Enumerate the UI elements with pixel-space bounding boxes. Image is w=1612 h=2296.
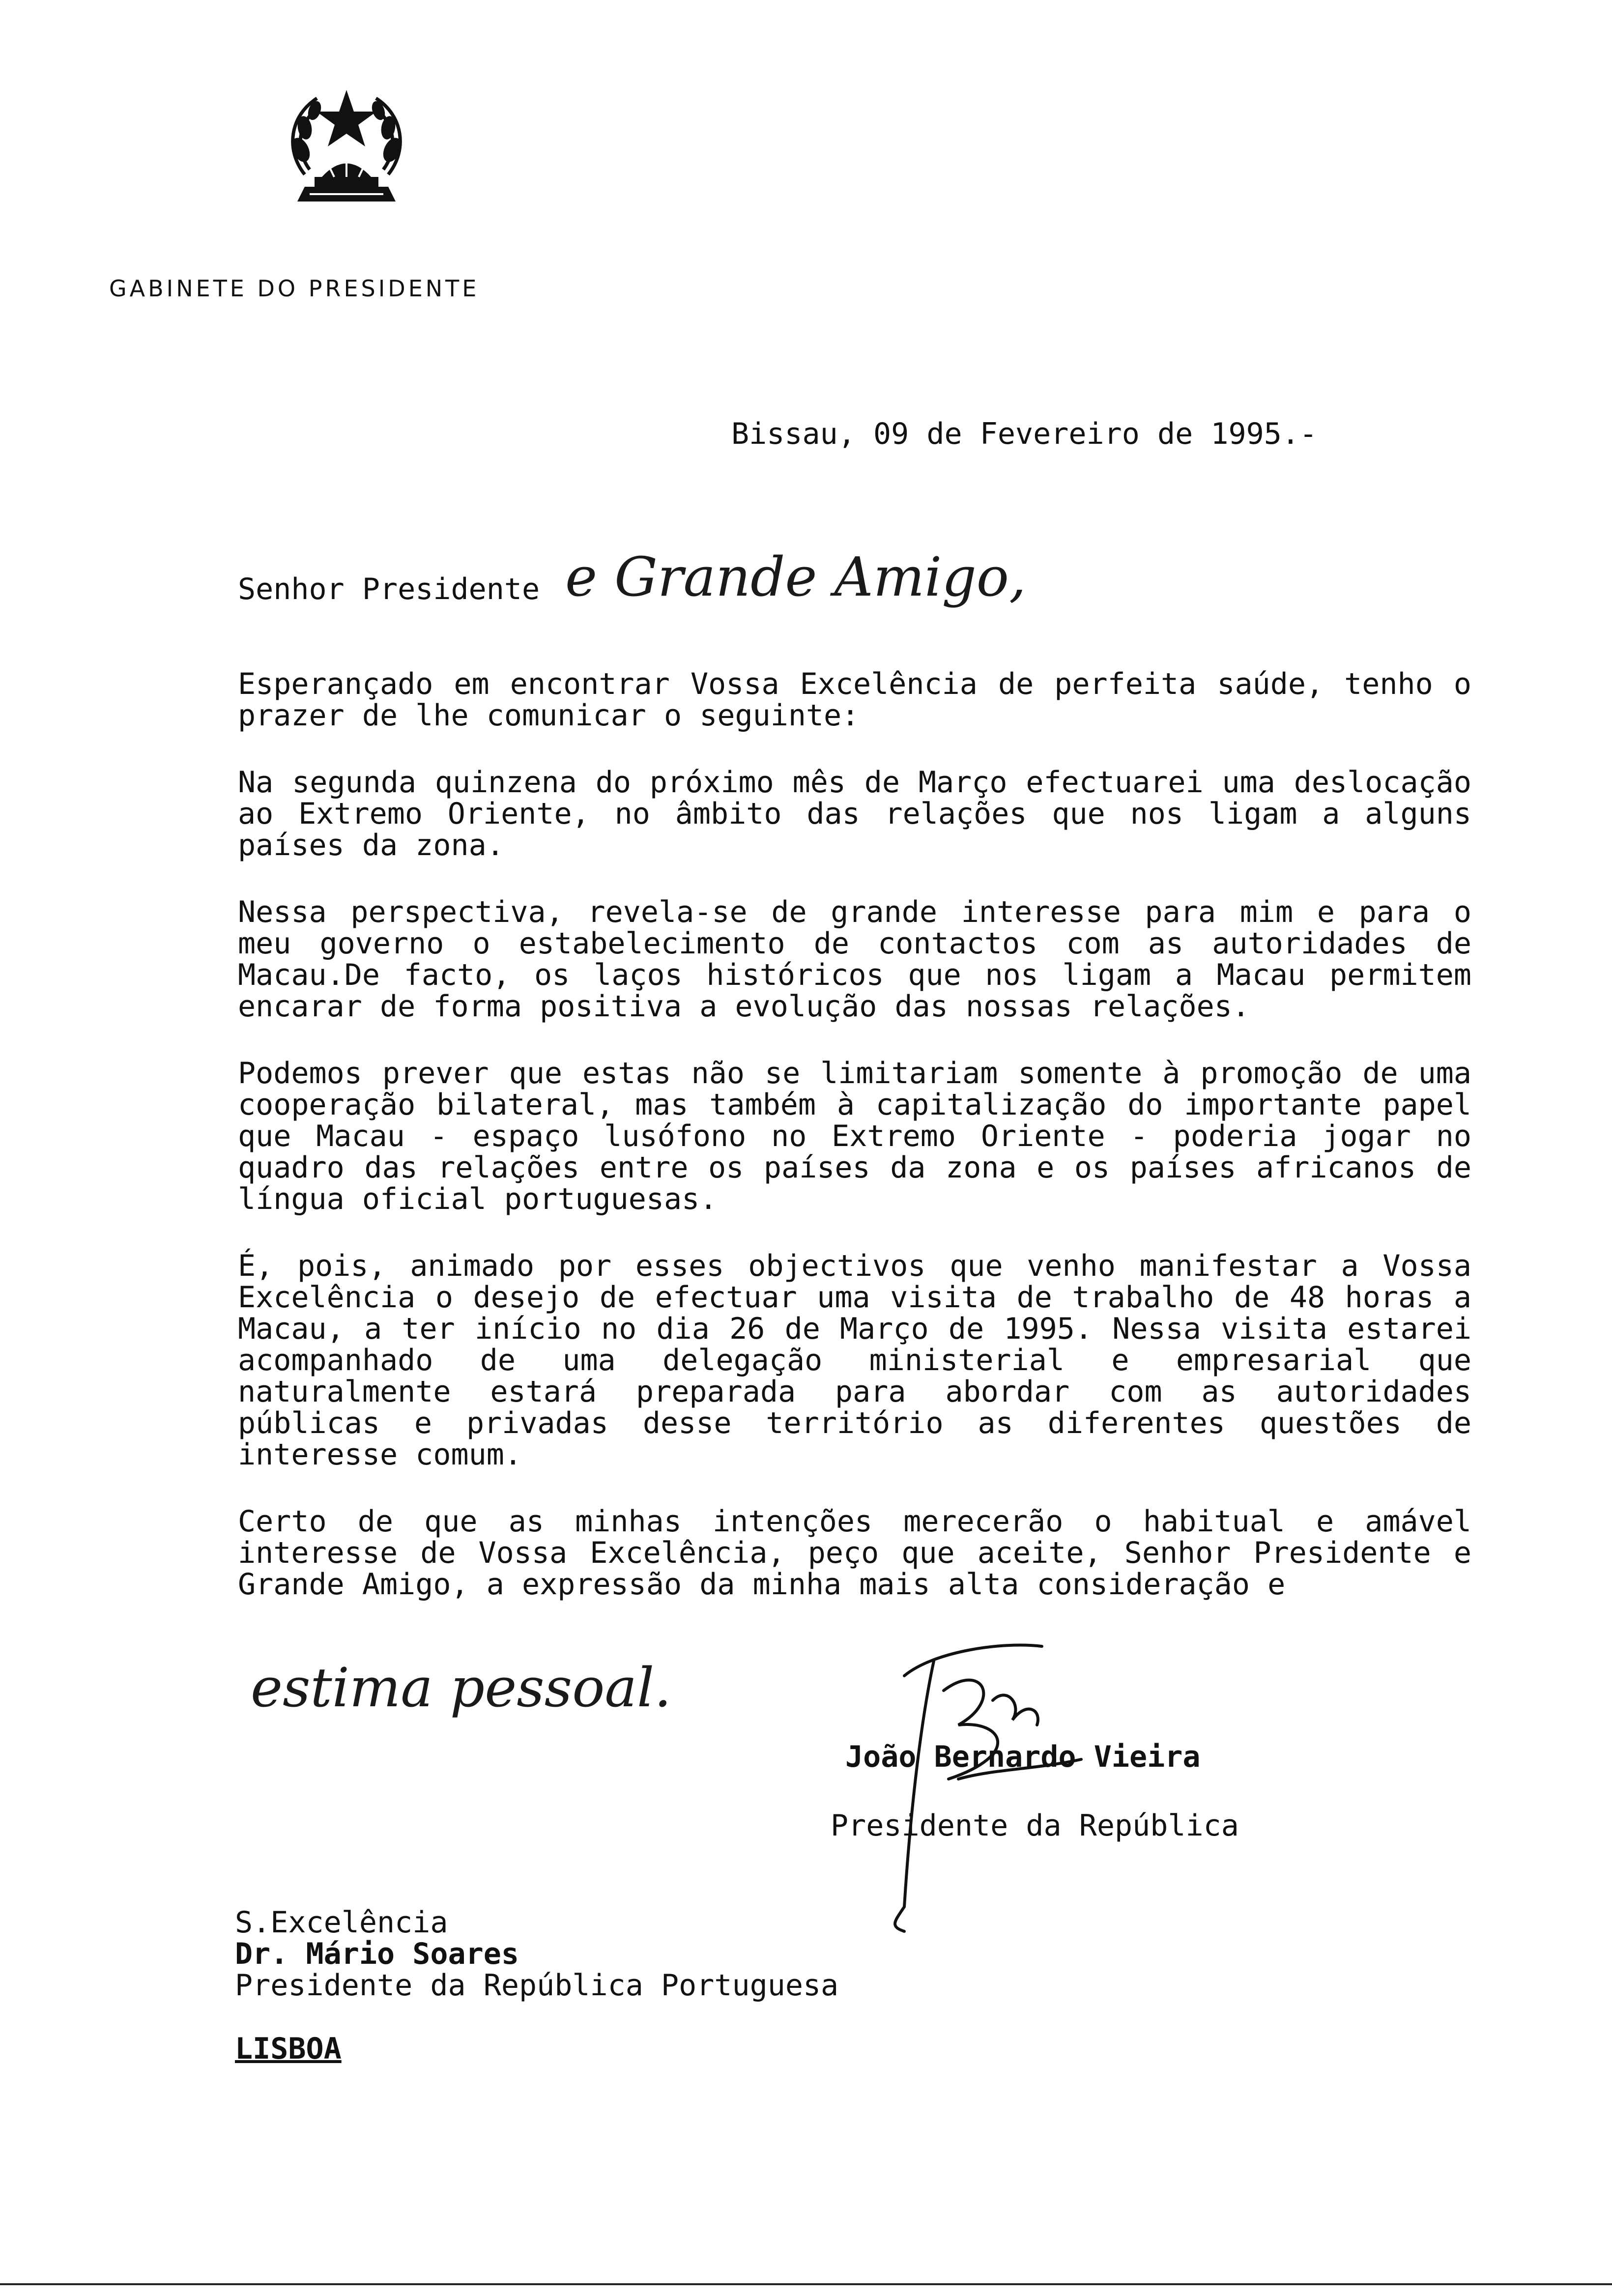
- handwritten-closing: estima pessoal.: [251, 1656, 672, 1719]
- bottom-rule: [0, 2283, 1612, 2285]
- addressee-block: [235, 1907, 838, 2001]
- handwritten-signature: [875, 1632, 1150, 1936]
- handwritten-salutation: e Grande Amigo,: [565, 545, 1026, 608]
- paragraph: É, pois, animado por esses objectivos que venho manifestar a Vossa Excelência o desejo de efectuar uma visita de trabalho de 48 horas a Macau, a ter início no dia 26 de Março de 1995. Nessa visita estarei acompanhado de uma delegação ministerial e empresarial que naturalmente estará preparada para abordar com as autoridades públicas e privadas desse território as diferentes questões de interesse comum.: [238, 1249, 1471, 1472]
- addressee-line: S.Excelência: [235, 1905, 448, 1940]
- office-heading: GABINETE DO PRESIDENTE: [109, 275, 480, 302]
- paragraph: Podemos prever que estas não se limitariam somente à promoção de uma cooperação bilateral, mas também à capitalização do importante papel que Macau - espaço lusófono no Extremo Oriente - poderia jogar no quadro das relações entre os países da zona e os países africanos de língua oficial portuguesas.: [238, 1056, 1471, 1216]
- signer-name: João Bernardo Vieira: [845, 1740, 1201, 1774]
- paragraph: Na segunda quinzena do próximo mês de Março efectuarei uma deslocação ao Extremo Oriente, no âmbito das relações que nos ligam a alguns países da zona.: [238, 765, 1471, 862]
- addressee-city: LISBOA: [235, 2032, 342, 2066]
- paragraph: Certo de que as minhas intenções merecerão o habitual e amável interesse de Vossa Excelência, peço que aceite, Senhor Presidente e Grande Amigo, a expressão da minha mais alta consideração e: [238, 1504, 1471, 1602]
- addressee-line: Presidente da República Portuguesa: [235, 1968, 839, 2003]
- letter-body: [238, 668, 1471, 1636]
- star-arms-emblem-icon: [275, 76, 418, 219]
- signer-title: Presidente da República: [831, 1808, 1239, 1843]
- date-line: Bissau, 09 de Fevereiro de 1995.-: [731, 417, 1318, 451]
- addressee-name: Dr. Mário Soares: [235, 1937, 519, 1971]
- paragraph: Nessa perspectiva, revela-se de grande interesse para mim e para o meu governo o estabelecimento de contactos com as autoridades de Macau.De facto, os laços históricos que nos ligam a Macau permitem encarar de forma positiva a evolução das nossas relações.: [238, 895, 1471, 1024]
- paragraph: Esperançado em encontrar Vossa Excelência de perfeita saúde, tenho o prazer de lhe comunicar o seguinte:: [238, 667, 1471, 733]
- salutation: Senhor Presidente: [238, 572, 540, 606]
